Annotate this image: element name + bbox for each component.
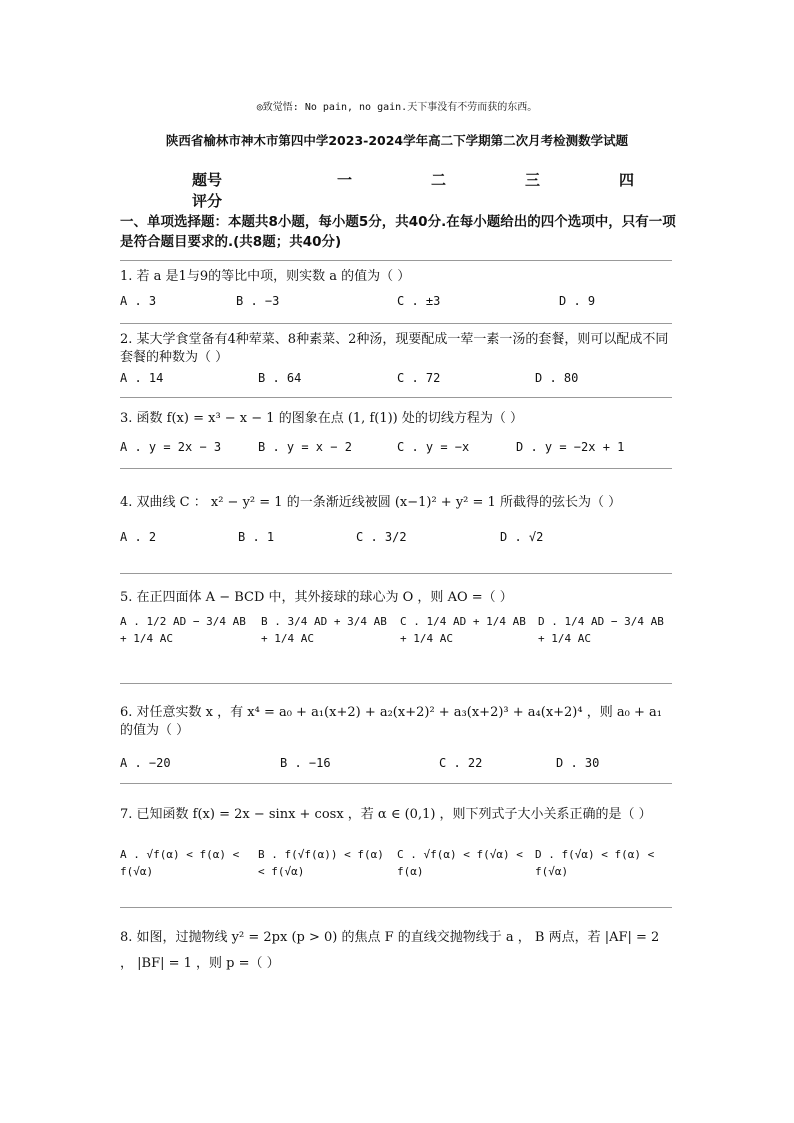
option-c[interactable]: C . 1/4 AD + 1/4 AB + 1/4 AC xyxy=(400,615,526,645)
option-d[interactable]: D . 30 xyxy=(556,756,600,770)
option-b[interactable]: B . −16 xyxy=(280,756,331,770)
section-heading: 一、单项选择题：本题共8小题，每小题5分，共40分.在每小题给出的四个选项中，只有一项是符合题目要求的.(共8题；共40分) xyxy=(120,214,676,250)
question-stem: 5. 在正四面体 A − BCD 中，其外接球的球心为 O ，则 AO =（ ） xyxy=(120,590,513,605)
divider xyxy=(120,683,672,684)
score-row-label: 题号 xyxy=(192,171,223,189)
divider xyxy=(120,468,672,469)
score-header-3: 三 xyxy=(525,171,541,189)
option-a[interactable]: A . −20 xyxy=(120,756,171,770)
option-d[interactable]: D . 1/4 AD − 3/4 AB + 1/4 AC xyxy=(538,615,664,645)
option-d[interactable]: D . 9 xyxy=(559,294,596,308)
option-d[interactable]: D . y = −2x + 1 xyxy=(516,440,625,454)
option-b[interactable]: B . −3 xyxy=(236,294,280,308)
option-c[interactable]: C . y = −x xyxy=(397,440,470,454)
question-stem: 3. 函数 f(x) = x³ − x − 1 的图象在点 (1, f(1)) 处的切线方程为（ ） xyxy=(120,411,524,426)
option-d[interactable]: D . √2 xyxy=(500,530,544,544)
option-a[interactable]: A . 1/2 AD − 3/4 AB + 1/4 AC xyxy=(120,615,246,645)
score-row-label-2: 评分 xyxy=(192,192,223,210)
page-title: 陕西省榆林市神木市第四中学2023-2024学年高二下学期第二次月考检测数学试题 xyxy=(165,133,629,148)
option-a[interactable]: A . √f(α) < f(α) < f(√α) xyxy=(120,848,240,878)
divider xyxy=(120,260,672,261)
option-b[interactable]: B . f(√f(α)) < f(α) < f(√α) xyxy=(258,848,384,878)
question-stem: 8. 如图，过抛物线 y² = 2px (p > 0) 的焦点 F 的直线交抛物线于 a ， B 两点，若 |AF| = 2 ， |BF| = 1 ，则 p =（ ） xyxy=(120,930,660,971)
divider xyxy=(120,573,672,574)
divider xyxy=(120,323,672,324)
question-stem: 6. 对任意实数 x ，有 x⁴ = a₀ + a₁(x+2) + a₂(x+2)² + a₃(x+2)³ + a₄(x+2)⁴ ，则 a₀ + a₁ 的值为（ ） xyxy=(120,705,662,738)
option-c[interactable]: C . 72 xyxy=(397,371,441,385)
option-c[interactable]: C . 3/2 xyxy=(356,530,407,544)
question-stem: 1. 若 a 是1与9的等比中项，则实数 a 的值为（ ） xyxy=(120,269,411,284)
question-stem: 7. 已知函数 f(x) = 2x − sinx + cosx ，若 α ∈ (0,1) ，则下列式子大小关系正确的是（ ） xyxy=(120,807,652,822)
option-b[interactable]: B . 1 xyxy=(238,530,275,544)
option-c[interactable]: C . 22 xyxy=(439,756,483,770)
option-b[interactable]: B . 64 xyxy=(258,371,302,385)
option-d[interactable]: D . f(√α) < f(α) < f(√α) xyxy=(535,848,655,878)
option-d[interactable]: D . 80 xyxy=(535,371,579,385)
option-c[interactable]: C . ±3 xyxy=(397,294,441,308)
score-header-4: 四 xyxy=(619,171,635,189)
option-a[interactable]: A . 3 xyxy=(120,294,157,308)
option-a[interactable]: A . y = 2x − 3 xyxy=(120,440,222,454)
score-header-2: 二 xyxy=(431,171,447,189)
option-c[interactable]: C . √f(α) < f(√α) < f(α) xyxy=(397,848,523,878)
option-b[interactable]: B . y = x − 2 xyxy=(258,440,352,454)
option-b[interactable]: B . 3/4 AD + 3/4 AB + 1/4 AC xyxy=(261,615,387,645)
score-table xyxy=(192,169,642,209)
score-header-1: 一 xyxy=(337,171,353,189)
question-stem: 4. 双曲线 C ： x² − y² = 1 的一条渐近线被圆 (x−1)² + y² = 1 所截得的弦长为（ ） xyxy=(120,495,622,510)
option-a[interactable]: A . 14 xyxy=(120,371,164,385)
divider xyxy=(120,397,672,398)
question-stem: 2. 某大学食堂备有4种荤菜、8种素菜、2种汤，现要配成一荤一素一汤的套餐，则可以配成不同套餐的种数为（ ） xyxy=(120,332,669,365)
divider xyxy=(120,907,672,908)
option-a[interactable]: A . 2 xyxy=(120,530,157,544)
motto: ◎致觉悟: No pain, no gain.天下事没有不劳而获的东西。 xyxy=(256,102,538,113)
divider xyxy=(120,783,672,784)
